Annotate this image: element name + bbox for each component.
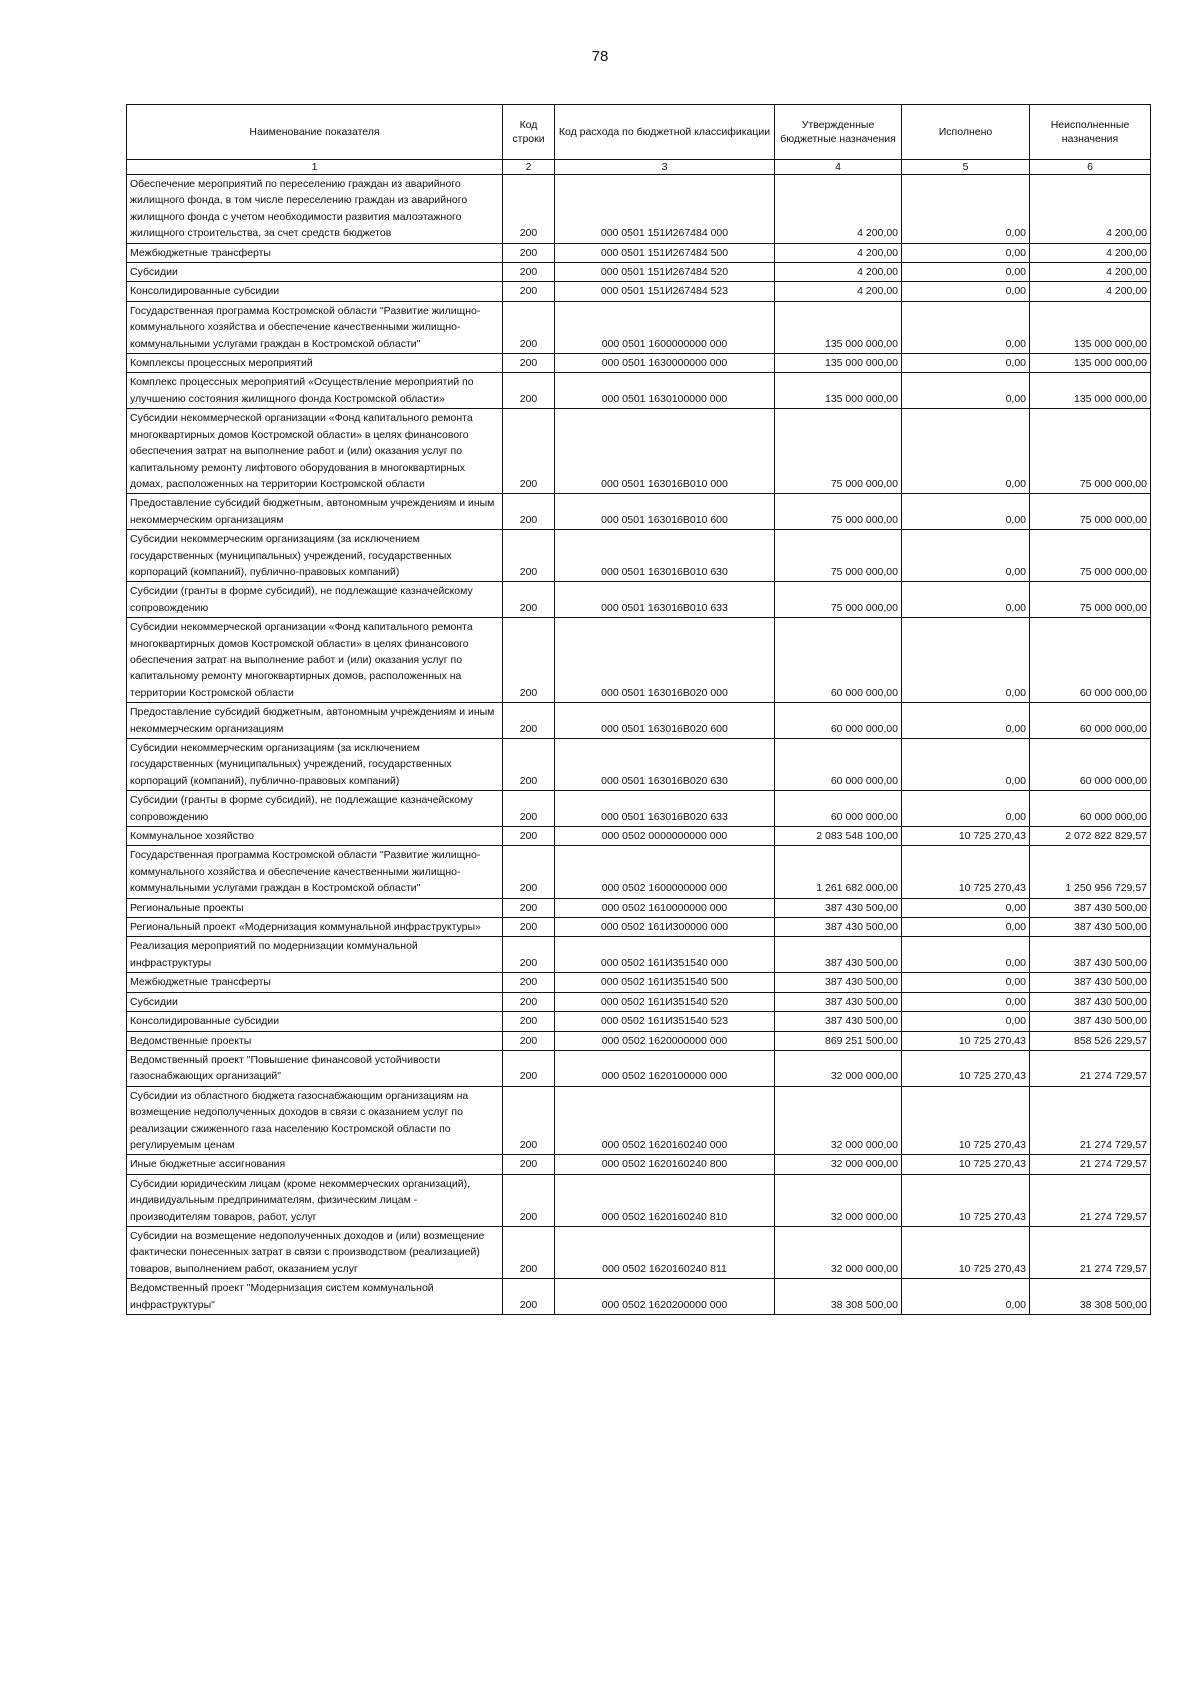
executed-amount-cell: 0,00 [902,263,1030,282]
approved-amount-cell: 32 000 000,00 [775,1050,902,1086]
indicator-name-cell: Реализация мероприятий по модернизации коммунальной инфраструктуры [127,937,503,973]
line-code-cell: 200 [503,1012,555,1031]
unexecuted-amount-cell: 75 000 000,00 [1030,409,1151,494]
table-row [127,1050,1151,1086]
indicator-name-cell: Субсидии (гранты в форме субсидий), не подлежащие казначейскому сопровождению [127,791,503,827]
expense-code-cell: 000 0501 163016В020 633 [555,791,775,827]
column-number: 2 [503,160,555,175]
line-code-cell: 200 [503,918,555,937]
approved-amount-cell: 387 430 500,00 [775,992,902,1011]
table-row [127,703,1151,739]
approved-amount-cell: 1 261 682 000,00 [775,846,902,898]
executed-amount-cell: 0,00 [902,530,1030,582]
executed-amount-cell: 0,00 [902,973,1030,992]
table-row [127,827,1151,846]
unexecuted-amount-cell: 60 000 000,00 [1030,791,1151,827]
approved-amount-cell: 4 200,00 [775,263,902,282]
unexecuted-amount-cell: 387 430 500,00 [1030,973,1151,992]
approved-amount-cell: 75 000 000,00 [775,530,902,582]
indicator-name-cell: Комплексы процессных мероприятий [127,354,503,373]
line-code-cell: 200 [503,1226,555,1278]
expense-code-cell: 000 0501 151И267484 520 [555,263,775,282]
unexecuted-amount-cell: 75 000 000,00 [1030,582,1151,618]
executed-amount-cell: 0,00 [902,582,1030,618]
indicator-name-cell: Субсидии (гранты в форме субсидий), не подлежащие казначейскому сопровождению [127,582,503,618]
line-code-cell: 200 [503,282,555,301]
indicator-name-cell: Государственная программа Костромской области "Развитие жилищно-коммунального хозяйства и обеспечение качественными жилищно-коммунальными услугами граждан в Костромской области" [127,846,503,898]
approved-amount-cell: 135 000 000,00 [775,373,902,409]
approved-amount-cell: 32 000 000,00 [775,1086,902,1155]
expense-code-cell: 000 0502 161И351540 520 [555,992,775,1011]
unexecuted-amount-cell: 387 430 500,00 [1030,898,1151,917]
line-code-cell: 200 [503,992,555,1011]
line-code-cell: 200 [503,1086,555,1155]
executed-amount-cell: 0,00 [902,175,1030,244]
unexecuted-amount-cell: 60 000 000,00 [1030,618,1151,703]
table-row [127,409,1151,494]
executed-amount-cell: 10 725 270,43 [902,1174,1030,1226]
indicator-name-cell: Межбюджетные трансферты [127,973,503,992]
table-row [127,301,1151,353]
approved-amount-cell: 387 430 500,00 [775,898,902,917]
table-row [127,1226,1151,1278]
executed-amount-cell: 0,00 [902,918,1030,937]
page-number: 78 [591,48,609,65]
approved-amount-cell: 75 000 000,00 [775,409,902,494]
executed-amount-cell: 10 725 270,43 [902,1086,1030,1155]
expense-code-cell: 000 0501 1630000000 000 [555,354,775,373]
expense-code-cell: 000 0501 163016В010 600 [555,494,775,530]
expense-code-cell: 000 0502 1610000000 000 [555,898,775,917]
indicator-name-cell: Субсидии некоммерческим организациям (за исключением государственных (муниципальных) учреждений, государственных корпораций (компаний), публично-правовых компаний) [127,739,503,791]
approved-amount-cell: 38 308 500,00 [775,1279,902,1315]
indicator-name-cell: Субсидии некоммерческой организации «Фонд капитального ремонта многоквартирных домов Костромской области» в целях финансового обеспечения затрат на выполнение работ и (или) оказания услуг по капитальному ремонту многоквартирных домов, расположенных на территории Костромской области [127,618,503,703]
indicator-name-cell: Обеспечение мероприятий по переселению граждан из аварийного жилищного фонда, в том числе переселению граждан из аварийного жилищного фонда с учетом необходимости развития малоэтажного жилищного строительства, за счет средств бюджетов [127,175,503,244]
approved-amount-cell: 60 000 000,00 [775,703,902,739]
approved-amount-cell: 135 000 000,00 [775,354,902,373]
indicator-name-cell: Комплекс процессных мероприятий «Осуществление мероприятий по улучшению состояния жилищного фонда Костромской области» [127,373,503,409]
expense-code-cell: 000 0501 163016В020 600 [555,703,775,739]
line-code-cell: 200 [503,1279,555,1315]
approved-amount-cell: 32 000 000,00 [775,1174,902,1226]
executed-amount-cell: 0,00 [902,937,1030,973]
approved-amount-cell: 60 000 000,00 [775,618,902,703]
line-code-cell: 200 [503,791,555,827]
approved-amount-cell: 387 430 500,00 [775,1012,902,1031]
line-code-cell: 200 [503,175,555,244]
approved-amount-cell: 32 000 000,00 [775,1226,902,1278]
unexecuted-amount-cell: 75 000 000,00 [1030,494,1151,530]
expense-code-cell: 000 0501 163016В010 000 [555,409,775,494]
executed-amount-cell: 0,00 [902,898,1030,917]
column-header-name: Наименование показателя [127,105,503,160]
unexecuted-amount-cell: 21 274 729,57 [1030,1050,1151,1086]
table-row [127,1279,1151,1315]
unexecuted-amount-cell: 1 250 956 729,57 [1030,846,1151,898]
approved-amount-cell: 387 430 500,00 [775,973,902,992]
column-header-expense-code: Код расхода по бюджетной классификации [555,105,775,160]
header-row [127,105,1151,160]
approved-amount-cell: 2 083 548 100,00 [775,827,902,846]
table-row [127,1086,1151,1155]
executed-amount-cell: 10 725 270,43 [902,1031,1030,1050]
indicator-name-cell: Субсидии [127,263,503,282]
table-row [127,263,1151,282]
approved-amount-cell: 4 200,00 [775,282,902,301]
indicator-name-cell: Региональный проект «Модернизация коммунальной инфраструктуры» [127,918,503,937]
unexecuted-amount-cell: 858 526 229,57 [1030,1031,1151,1050]
executed-amount-cell: 0,00 [902,1012,1030,1031]
expense-code-cell: 000 0501 151И267484 500 [555,243,775,262]
table-row [127,1012,1151,1031]
unexecuted-amount-cell: 4 200,00 [1030,263,1151,282]
table-row [127,494,1151,530]
unexecuted-amount-cell: 387 430 500,00 [1030,937,1151,973]
indicator-name-cell: Консолидированные субсидии [127,1012,503,1031]
unexecuted-amount-cell: 2 072 822 829,57 [1030,827,1151,846]
line-code-cell: 200 [503,937,555,973]
table-row [127,530,1151,582]
column-number: 5 [902,160,1030,175]
expense-code-cell: 000 0501 163016В010 630 [555,530,775,582]
table-row [127,1155,1151,1174]
unexecuted-amount-cell: 135 000 000,00 [1030,373,1151,409]
unexecuted-amount-cell: 387 430 500,00 [1030,918,1151,937]
table-row [127,354,1151,373]
line-code-cell: 200 [503,530,555,582]
executed-amount-cell: 0,00 [902,409,1030,494]
table-row [127,937,1151,973]
column-number: 3 [555,160,775,175]
unexecuted-amount-cell: 135 000 000,00 [1030,301,1151,353]
line-code-cell: 200 [503,409,555,494]
indicator-name-cell: Субсидии некоммерческой организации «Фонд капитального ремонта многоквартирных домов Костромской области» в целях финансового обеспечения затрат на выполнение работ и (или) оказания услуг по капитальному ремонту лифтового оборудования в многоквартирных домах, расположенных на территории Костромской области [127,409,503,494]
unexecuted-amount-cell: 387 430 500,00 [1030,1012,1151,1031]
executed-amount-cell: 0,00 [902,243,1030,262]
indicator-name-cell: Субсидии [127,992,503,1011]
unexecuted-amount-cell: 135 000 000,00 [1030,354,1151,373]
expense-code-cell: 000 0502 1620160240 000 [555,1086,775,1155]
line-code-cell: 200 [503,1174,555,1226]
approved-amount-cell: 387 430 500,00 [775,918,902,937]
indicator-name-cell: Предоставление субсидий бюджетным, автономным учреждениям и иным некоммерческим организациям [127,494,503,530]
line-code-cell: 200 [503,243,555,262]
executed-amount-cell: 10 725 270,43 [902,846,1030,898]
executed-amount-cell: 0,00 [902,282,1030,301]
line-code-cell: 200 [503,1155,555,1174]
executed-amount-cell: 10 725 270,43 [902,1155,1030,1174]
expense-code-cell: 000 0501 163016В020 000 [555,618,775,703]
executed-amount-cell: 0,00 [902,301,1030,353]
executed-amount-cell: 0,00 [902,791,1030,827]
unexecuted-amount-cell: 60 000 000,00 [1030,739,1151,791]
column-header-executed: Исполнено [902,105,1030,160]
expense-code-cell: 000 0502 161И351540 500 [555,973,775,992]
expense-code-cell: 000 0502 0000000000 000 [555,827,775,846]
executed-amount-cell: 0,00 [902,618,1030,703]
indicator-name-cell: Коммунальное хозяйство [127,827,503,846]
column-header-line-code: Код строки [503,105,555,160]
table-row [127,973,1151,992]
table-row [127,582,1151,618]
expense-code-cell: 000 0502 1620160240 811 [555,1226,775,1278]
table-row [127,243,1151,262]
expense-code-cell: 000 0501 151И267484 523 [555,282,775,301]
line-code-cell: 200 [503,827,555,846]
line-code-cell: 200 [503,354,555,373]
expense-code-cell: 000 0502 1620100000 000 [555,1050,775,1086]
line-code-cell: 200 [503,973,555,992]
column-header-unexecuted: Неисполненные назначения [1030,105,1151,160]
table-row [127,846,1151,898]
indicator-name-cell: Предоставление субсидий бюджетным, автономным учреждениям и иным некоммерческим организациям [127,703,503,739]
unexecuted-amount-cell: 38 308 500,00 [1030,1279,1151,1315]
executed-amount-cell: 0,00 [902,739,1030,791]
indicator-name-cell: Иные бюджетные ассигнования [127,1155,503,1174]
unexecuted-amount-cell: 387 430 500,00 [1030,992,1151,1011]
expense-code-cell: 000 0502 1620200000 000 [555,1279,775,1315]
unexecuted-amount-cell: 75 000 000,00 [1030,530,1151,582]
table-body [127,175,1151,1315]
table-row [127,282,1151,301]
executed-amount-cell: 0,00 [902,373,1030,409]
unexecuted-amount-cell: 21 274 729,57 [1030,1174,1151,1226]
table-row [127,791,1151,827]
line-code-cell: 200 [503,739,555,791]
line-code-cell: 200 [503,1031,555,1050]
unexecuted-amount-cell: 60 000 000,00 [1030,703,1151,739]
column-number: 1 [127,160,503,175]
table-row [127,992,1151,1011]
line-code-cell: 200 [503,263,555,282]
expense-code-cell: 000 0502 161И351540 000 [555,937,775,973]
table-row [127,1174,1151,1226]
table-row [127,175,1151,244]
approved-amount-cell: 60 000 000,00 [775,791,902,827]
column-number-row [127,160,1151,175]
executed-amount-cell: 0,00 [902,1279,1030,1315]
approved-amount-cell: 869 251 500,00 [775,1031,902,1050]
approved-amount-cell: 135 000 000,00 [775,301,902,353]
approved-amount-cell: 4 200,00 [775,175,902,244]
expense-code-cell: 000 0501 151И267484 000 [555,175,775,244]
executed-amount-cell: 10 725 270,43 [902,1226,1030,1278]
executed-amount-cell: 0,00 [902,354,1030,373]
expense-code-cell: 000 0502 1620160240 810 [555,1174,775,1226]
indicator-name-cell: Ведомственный проект "Повышение финансовой устойчивости газоснабжающих организаций" [127,1050,503,1086]
line-code-cell: 200 [503,846,555,898]
approved-amount-cell: 60 000 000,00 [775,739,902,791]
indicator-name-cell: Субсидии некоммерческим организациям (за исключением государственных (муниципальных) учреждений, государственных корпораций (компаний), публично-правовых компаний) [127,530,503,582]
table-row [127,1031,1151,1050]
approved-amount-cell: 75 000 000,00 [775,582,902,618]
unexecuted-amount-cell: 21 274 729,57 [1030,1155,1151,1174]
indicator-name-cell: Субсидии юридическим лицам (кроме некоммерческих организаций), индивидуальным предпринимателям, физическим лицам - производителям товаров, работ, услуг [127,1174,503,1226]
indicator-name-cell: Ведомственные проекты [127,1031,503,1050]
indicator-name-cell: Ведомственный проект "Модернизация систем коммунальной инфраструктуры" [127,1279,503,1315]
approved-amount-cell: 387 430 500,00 [775,937,902,973]
expense-code-cell: 000 0501 1600000000 000 [555,301,775,353]
approved-amount-cell: 4 200,00 [775,243,902,262]
approved-amount-cell: 32 000 000,00 [775,1155,902,1174]
executed-amount-cell: 10 725 270,43 [902,827,1030,846]
indicator-name-cell: Государственная программа Костромской области "Развитие жилищно-коммунального хозяйства и обеспечение качественными жилищно-коммунальными услугами граждан в Костромской области" [127,301,503,353]
line-code-cell: 200 [503,703,555,739]
indicator-name-cell: Региональные проекты [127,898,503,917]
line-code-cell: 200 [503,618,555,703]
executed-amount-cell: 10 725 270,43 [902,1050,1030,1086]
column-header-approved: Утвержденные бюджетные назначения [775,105,902,160]
expense-code-cell: 000 0501 163016В020 630 [555,739,775,791]
line-code-cell: 200 [503,373,555,409]
column-number: 4 [775,160,902,175]
unexecuted-amount-cell: 4 200,00 [1030,243,1151,262]
expense-code-cell: 000 0501 163016В010 633 [555,582,775,618]
indicator-name-cell: Субсидии из областного бюджета газоснабжающим организациям на возмещение недополученных доходов в связи с оказанием услуг по реализации сжиженного газа населению Костромской области по регулируемым ценам [127,1086,503,1155]
unexecuted-amount-cell: 4 200,00 [1030,175,1151,244]
table-row [127,898,1151,917]
line-code-cell: 200 [503,1050,555,1086]
unexecuted-amount-cell: 21 274 729,57 [1030,1226,1151,1278]
executed-amount-cell: 0,00 [902,992,1030,1011]
expense-code-cell: 000 0502 1620000000 000 [555,1031,775,1050]
table-row [127,739,1151,791]
indicator-name-cell: Консолидированные субсидии [127,282,503,301]
expense-code-cell: 000 0502 1600000000 000 [555,846,775,898]
expense-code-cell: 000 0502 1620160240 800 [555,1155,775,1174]
expense-code-cell: 000 0502 161И351540 523 [555,1012,775,1031]
budget-execution-table [126,104,1151,1315]
expense-code-cell: 000 0501 1630100000 000 [555,373,775,409]
table-row [127,618,1151,703]
executed-amount-cell: 0,00 [902,703,1030,739]
unexecuted-amount-cell: 21 274 729,57 [1030,1086,1151,1155]
column-number: 6 [1030,160,1151,175]
indicator-name-cell: Субсидии на возмещение недополученных доходов и (или) возмещение фактически понесенных затрат в связи с производством (реализацией) товаров, выполнением работ, оказанием услуг [127,1226,503,1278]
line-code-cell: 200 [503,898,555,917]
indicator-name-cell: Межбюджетные трансферты [127,243,503,262]
executed-amount-cell: 0,00 [902,494,1030,530]
unexecuted-amount-cell: 4 200,00 [1030,282,1151,301]
expense-code-cell: 000 0502 161И300000 000 [555,918,775,937]
approved-amount-cell: 75 000 000,00 [775,494,902,530]
line-code-cell: 200 [503,582,555,618]
line-code-cell: 200 [503,494,555,530]
table-row [127,918,1151,937]
table-row [127,373,1151,409]
line-code-cell: 200 [503,301,555,353]
